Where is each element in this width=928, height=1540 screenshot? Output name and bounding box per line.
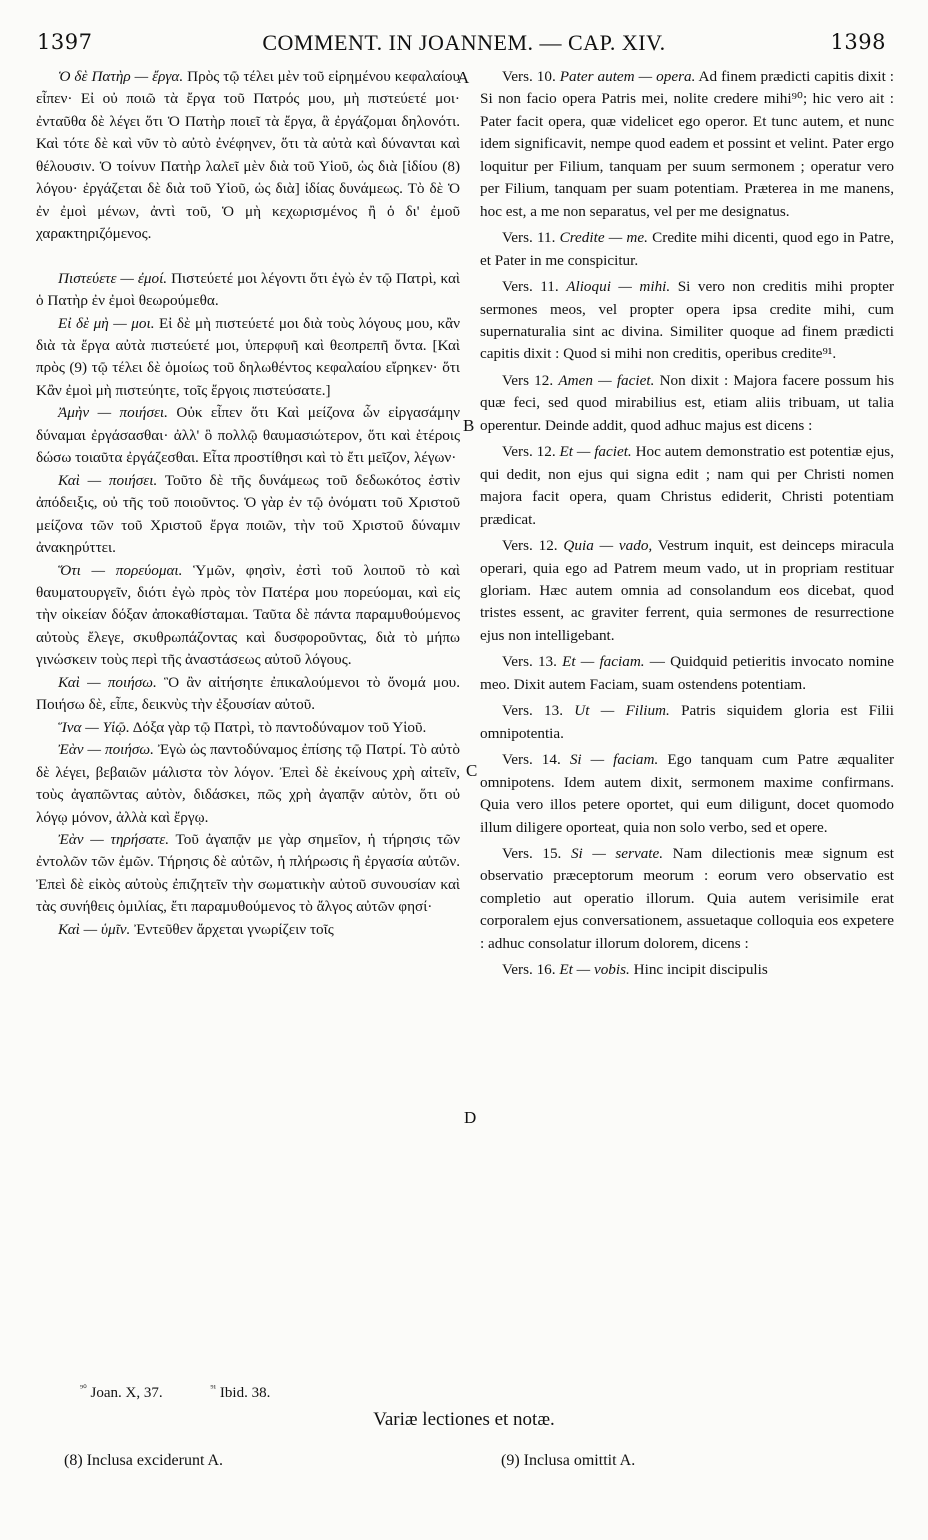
footnote xyxy=(210,1385,292,1401)
greek-paragraph xyxy=(36,672,460,717)
verse-ref: Vers. 13. xyxy=(502,702,564,720)
footnote-mark: ⁹¹ xyxy=(210,1383,217,1393)
footnote-mark: ⁹⁰ xyxy=(80,1383,87,1393)
margin-letter-b: B xyxy=(463,416,475,435)
latin-column xyxy=(480,66,894,982)
greek-lemma: Πιστεύετε — ἐμοί. xyxy=(58,269,168,287)
latin-text: Hinc incipit discipulis xyxy=(633,961,768,979)
greek-text: Δόξα γὰρ τῷ Πατρὶ, τὸ παντοδύναμον τοῦ Υἱοῦ. xyxy=(132,718,427,736)
latin-paragraph xyxy=(480,651,894,696)
greek-text: Πιστεύετέ μοι λέγοντι ὅτι ἐγὼ ἐν τῷ Πατρὶ, καὶ ὁ Πατὴρ ἐν ἐμοὶ θεωρούμεθα. xyxy=(36,269,461,310)
latin-text: Non dixit : Majora facere possum his quæ feci, sed quod mirabilius est, etiam aliis tribuam, ut talia operentur. Deinde addit, quod adhuc majus est dicens : xyxy=(480,371,895,434)
latin-lemma: Et — faciet. xyxy=(559,443,632,461)
greek-text: Ὃ ἂν αἰτήσητε ἐπικαλούμενοι τὸ ὄνομά μου. Ποιήσω δὲ, εἶπε, δεικνὺς τὴν ἐξουσίαν αὐτοῦ. xyxy=(36,673,460,714)
latin-lemma: Ut — Filium. xyxy=(574,702,670,720)
latin-text: — Quidquid petieritis invocato nomine meo. Dixit autem Faciam, suam ostendens potentiam. xyxy=(480,653,895,693)
greek-lemma: Ἐὰν — τηρήσατε. xyxy=(58,830,170,848)
margin-letter-d: D xyxy=(464,1108,477,1127)
latin-text: Nam dilectionis meæ signum est observatio præceptorum meorum : eorum vero observatio est completio aut operatio illorum. Quia autem verisimile erat corporalem ejus conversationem, assuetaque colloquia eos expetere : adhuc consolatur illorum dolorem, dicens : xyxy=(480,844,895,952)
greek-text: Εἰ δὲ μὴ πιστεύετέ μοι διὰ τοὺς λόγους μου, κἂν διὰ τὰ ἔργα αὐτὰ πιστεύετέ μοι, ὑπερφυῆ καὶ θεοπρεπῆ ὄντα. [Καὶ πρὸς (9) τῷ τέλει δὲ ὁμοίως τοῦ δηλωθέντος κεφαλαίου εἴρηκεν· ὅτι Κἂν ἐμοὶ μὴ πιστεύητε, τοῖς ἔργοις πιστεύσατε.] xyxy=(36,314,460,399)
latin-paragraph xyxy=(480,700,894,745)
greek-lemma: Καὶ — ποιήσω. xyxy=(58,673,157,691)
greek-paragraph xyxy=(36,402,460,469)
greek-lemma: Ὅτι — πορεύομαι. xyxy=(58,561,183,579)
page-number-left: 1397 xyxy=(37,30,93,54)
latin-lemma: Credite — me. xyxy=(559,229,648,247)
greek-paragraph xyxy=(36,560,460,672)
greek-lemma: Καὶ — ποιήσει. xyxy=(58,471,158,489)
latin-text: Ad finem prædicti capitis dixit : Si non facio opera Patris mei, nolite credere mihi⁹⁰; hic vero ait : Pater facit opera, quæ videlicet ego operor. Et tunc autem, et nunc idem significavit, nempe quod eadem et possint et velint. Pater ergo loquitur per Filium, tanquam per suum sermonem ; operatur vero per Filium, tanquam per suam potentiam. Præterea in me manens, hoc est, a me non separatus, vel per me designatus. xyxy=(480,68,895,220)
variant-note: (8) Inclusa exciderunt A. xyxy=(64,1452,224,1469)
latin-text: Vestrum inquit, est deinceps miracula operari, quia ego ad Patrem meum vado, ut in propriam restituar gloriam. Hæc autem omnia ad consolandum eos dicebat, quod tristes essent, ac graviter ferrent, quia sermones de resurrectione ejus non intelligebant. xyxy=(480,537,895,644)
verse-ref: Vers. 10. xyxy=(502,68,556,85)
page-number-right: 1398 xyxy=(830,30,886,54)
verse-ref: Vers. 12. xyxy=(502,537,558,555)
margin-letter-a: A xyxy=(457,68,470,87)
greek-paragraph xyxy=(36,470,460,560)
latin-lemma: Alioqui — mihi. xyxy=(566,278,671,296)
latin-text: Hoc autem demonstratio est potentiæ ejus, qui dedit, non ejus qui signa edit ; nam qui per Christi nomen majora facit opera, quam Christus ediderit, Christi potentiam prædicat. xyxy=(480,443,895,528)
greek-paragraph xyxy=(36,739,460,829)
latin-paragraph xyxy=(480,370,894,437)
greek-text: Πρὸς τῷ τέλει μὲν τοῦ εἰρημένου κεφαλαίου εἶπεν· Εἰ οὐ ποιῶ τὰ ἔργα τοῦ Πατρός μου, μὴ πιστεύετέ μοι· ἐνταῦθα δὲ λέγει ὅτι Ὁ Πατὴρ ποιεῖ τὰ ἔργα, ἃ ἐργάζομαι δηλονότι. Καὶ τότε δὲ καὶ νῦν τὸ αὐτὸ ἐνέφηνεν, ὅτι τὰ αὐτὰ καὶ δύνανται καὶ θέλουσιν. Ὁ τοίνυν Πατὴρ λαλεῖ μὲν διὰ τοῦ Υἱοῦ, ὡς διὰ [ἰδίου (8) λόγου· ἐργάζεται δὲ διὰ τοῦ Υἱοῦ, ὡς διὰ] ἰδίας δυνάμεως. Τὸ δὲ Ὁ ἐν ἐμοὶ μένων, ἀντὶ τοῦ, Ὁ μὴ κεχωρισμένος ἢ ὁ δι' ἐμοῦ χαρακτηριζόμενος. xyxy=(36,68,460,243)
latin-paragraph xyxy=(480,843,894,955)
greek-paragraph xyxy=(36,268,460,313)
latin-lemma: Et — vobis. xyxy=(559,961,630,979)
greek-lemma: Ὁ δὲ Πατὴρ — ἔργα. xyxy=(58,68,184,85)
greek-lemma: Εἰ δὲ μὴ — μοι. xyxy=(58,314,155,332)
greek-paragraph xyxy=(36,66,460,246)
greek-paragraph xyxy=(36,919,460,941)
greek-lemma: Ἐὰν — ποιήσω. xyxy=(58,741,154,759)
greek-paragraph xyxy=(36,829,460,919)
latin-paragraph xyxy=(480,227,894,272)
variae-heading: Variæ lectiones et notæ. xyxy=(373,1409,555,1430)
latin-paragraph xyxy=(480,535,894,647)
greek-lemma: Ἵνα — Υἱῷ. xyxy=(58,718,130,736)
latin-paragraph xyxy=(480,959,894,981)
verse-ref: Vers 12. xyxy=(502,371,554,389)
latin-paragraph xyxy=(480,276,894,366)
latin-lemma: Si — servate. xyxy=(570,844,664,862)
greek-text: Τοῦ ἀγαπᾷν με γὰρ σημεῖον, ἡ τήρησις τῶν ἐντολῶν τῶν ἐμῶν. Τήρησις δὲ αὐτῶν, ἡ πλήρωσις ἢ ἐργασία αὐτῶν. Ἐπεὶ δὲ εἰκὸς αὐτοὺς ἐπιζητεῖν τὴν σωματικὴν αὐτοῦ συνουσίαν καὶ τὰς συνήθεις ὁμιλίας, ἔτι παραμυθούμενος τὸ ἄλγος αὐτῶν φησί· xyxy=(36,830,460,916)
verse-ref: Vers. 11. xyxy=(502,278,559,296)
verse-ref: Vers. 15. xyxy=(502,844,562,862)
greek-lemma: Ἀμὴν — ποιήσει. xyxy=(58,404,168,422)
latin-lemma: Amen — faciet. xyxy=(558,371,655,389)
greek-lemma: Καὶ — ὑμῖν. xyxy=(58,920,131,938)
latin-text: Patris siquidem gloria est Filii omnipotentia. xyxy=(480,702,894,742)
footnote-text: Ibid. 38. xyxy=(219,1385,271,1401)
latin-paragraph xyxy=(480,441,894,531)
greek-paragraph xyxy=(36,313,460,403)
greek-paragraph xyxy=(36,717,460,739)
verse-ref: Vers. 11. xyxy=(502,229,556,247)
latin-text: Ego tanquam cum Patre æqualiter omnipotens. Idem autem dixit, sermonem maxime confirmans. Quia vero illos petere oportet, qui eum diligunt, docet quomodo illum diligere oporteat, quia non solo verbo, sed et opere. xyxy=(480,751,894,836)
latin-paragraph xyxy=(480,66,894,223)
verse-ref: Vers. 16. xyxy=(502,961,556,979)
latin-paragraph xyxy=(480,749,894,839)
verse-ref: Vers. 14. xyxy=(502,751,561,769)
greek-text: Ὑμῶν, φησὶν, ἐστὶ τοῦ λοιποῦ τὸ καὶ θαυματουργεῖν, διότι ἐγὼ πρὸς τὸν Πατέρα μου πορεύομαι, καὶ εἰς τὴν οἰκείαν δόξαν ἀποκαθίσταμαι. Ταῦτα δὲ πάντα παραμυθούμενος αὐτοὺς ἔλεγε, σκυθρωπάζοντας καὶ δυσφοροῦντας, διὰ τὸ μήπω γινώσκειν τοὺς περὶ τῆς ἀναστάσεως αὐτοῦ λόγους. xyxy=(36,561,460,669)
greek-text: Ἐντεῦθεν ἄρχεται γνωρίζειν τοῖς xyxy=(134,920,334,938)
greek-text: Ἐγὼ ὡς παντοδύναμος ἐπίσης τῷ Πατρί. Τὸ αὐτὸ δὲ λέγει, βεβαιῶν μάλιστα τὸν λόγον. Ἐπεὶ δὲ ἐκείνους χρὴ αἰτεῖν, τοὺς ἀγαπῶντας αὐτὸν, διδάσκει, πῶς χρὴ ἀγαπᾷν αὐτὸν, ὅτι οὐ λόγῳ μόνον, ἀλλὰ καὶ ἔργῳ. xyxy=(36,741,460,826)
footnote-text: Joan. X, 37. xyxy=(90,1385,163,1401)
verse-ref: Vers. 13. xyxy=(502,653,557,671)
footnotes xyxy=(80,1383,314,1402)
latin-lemma: Si — faciam. xyxy=(569,751,659,769)
latin-text: Credite mihi dicenti, quod ego in Patre, et Pater in me conspicitur. xyxy=(480,229,894,269)
latin-lemma: Pater autem — opera. xyxy=(559,68,696,85)
greek-text: Τοῦτο δὲ τῆς δυνάμεως τοῦ δεδωκότος ἐστὶν ἀπόδειξις, οὐ τῆς τοῦ ποιοῦντος. Ὁ γὰρ ἐν τῷ ὀνόματι τοῦ Χριστοῦ μείζονα τῶν τοῦ Χριστοῦ ἔργα ποιῶν, τὴν τοῦ Χριστοῦ δύναμιν ἀνακηρύττει. xyxy=(36,471,460,557)
verse-ref: Vers. 12. xyxy=(502,443,556,461)
greek-column xyxy=(36,66,460,941)
footnote xyxy=(80,1385,185,1401)
latin-lemma: Et — faciam. xyxy=(562,653,645,671)
greek-text: Οὐκ εἶπεν ὅτι Καὶ μείζονα ὧν εἰργασάμην δύναμαι ἐργάσασθαι· ἀλλ' ὃ πολλῷ θαυμασιώτερον, ὅτι καὶ ἑτέροις δώσω τοιαῦτα ἐργάζεσθαι. Εἶτα προστίθησι καὶ τὸ ἔτι μεῖζον, λέγων· xyxy=(36,404,460,467)
variant-note: (9) Inclusa omittit A. xyxy=(501,1452,636,1469)
margin-letter-c: C xyxy=(466,761,478,780)
running-title: COMMENT. IN JOANNEM. — CAP. XIV. xyxy=(262,30,666,55)
latin-text: Si vero non creditis mihi propter sermones meos, vel propter opera ipsa credite mihi, cum supernaturalia sint ac divina. Similiter quoque ad finem prædicti capitis dixit : Quod si mihi non creditis, operibus credite⁹¹. xyxy=(480,278,895,363)
latin-lemma: Quia — vado, xyxy=(563,537,653,555)
